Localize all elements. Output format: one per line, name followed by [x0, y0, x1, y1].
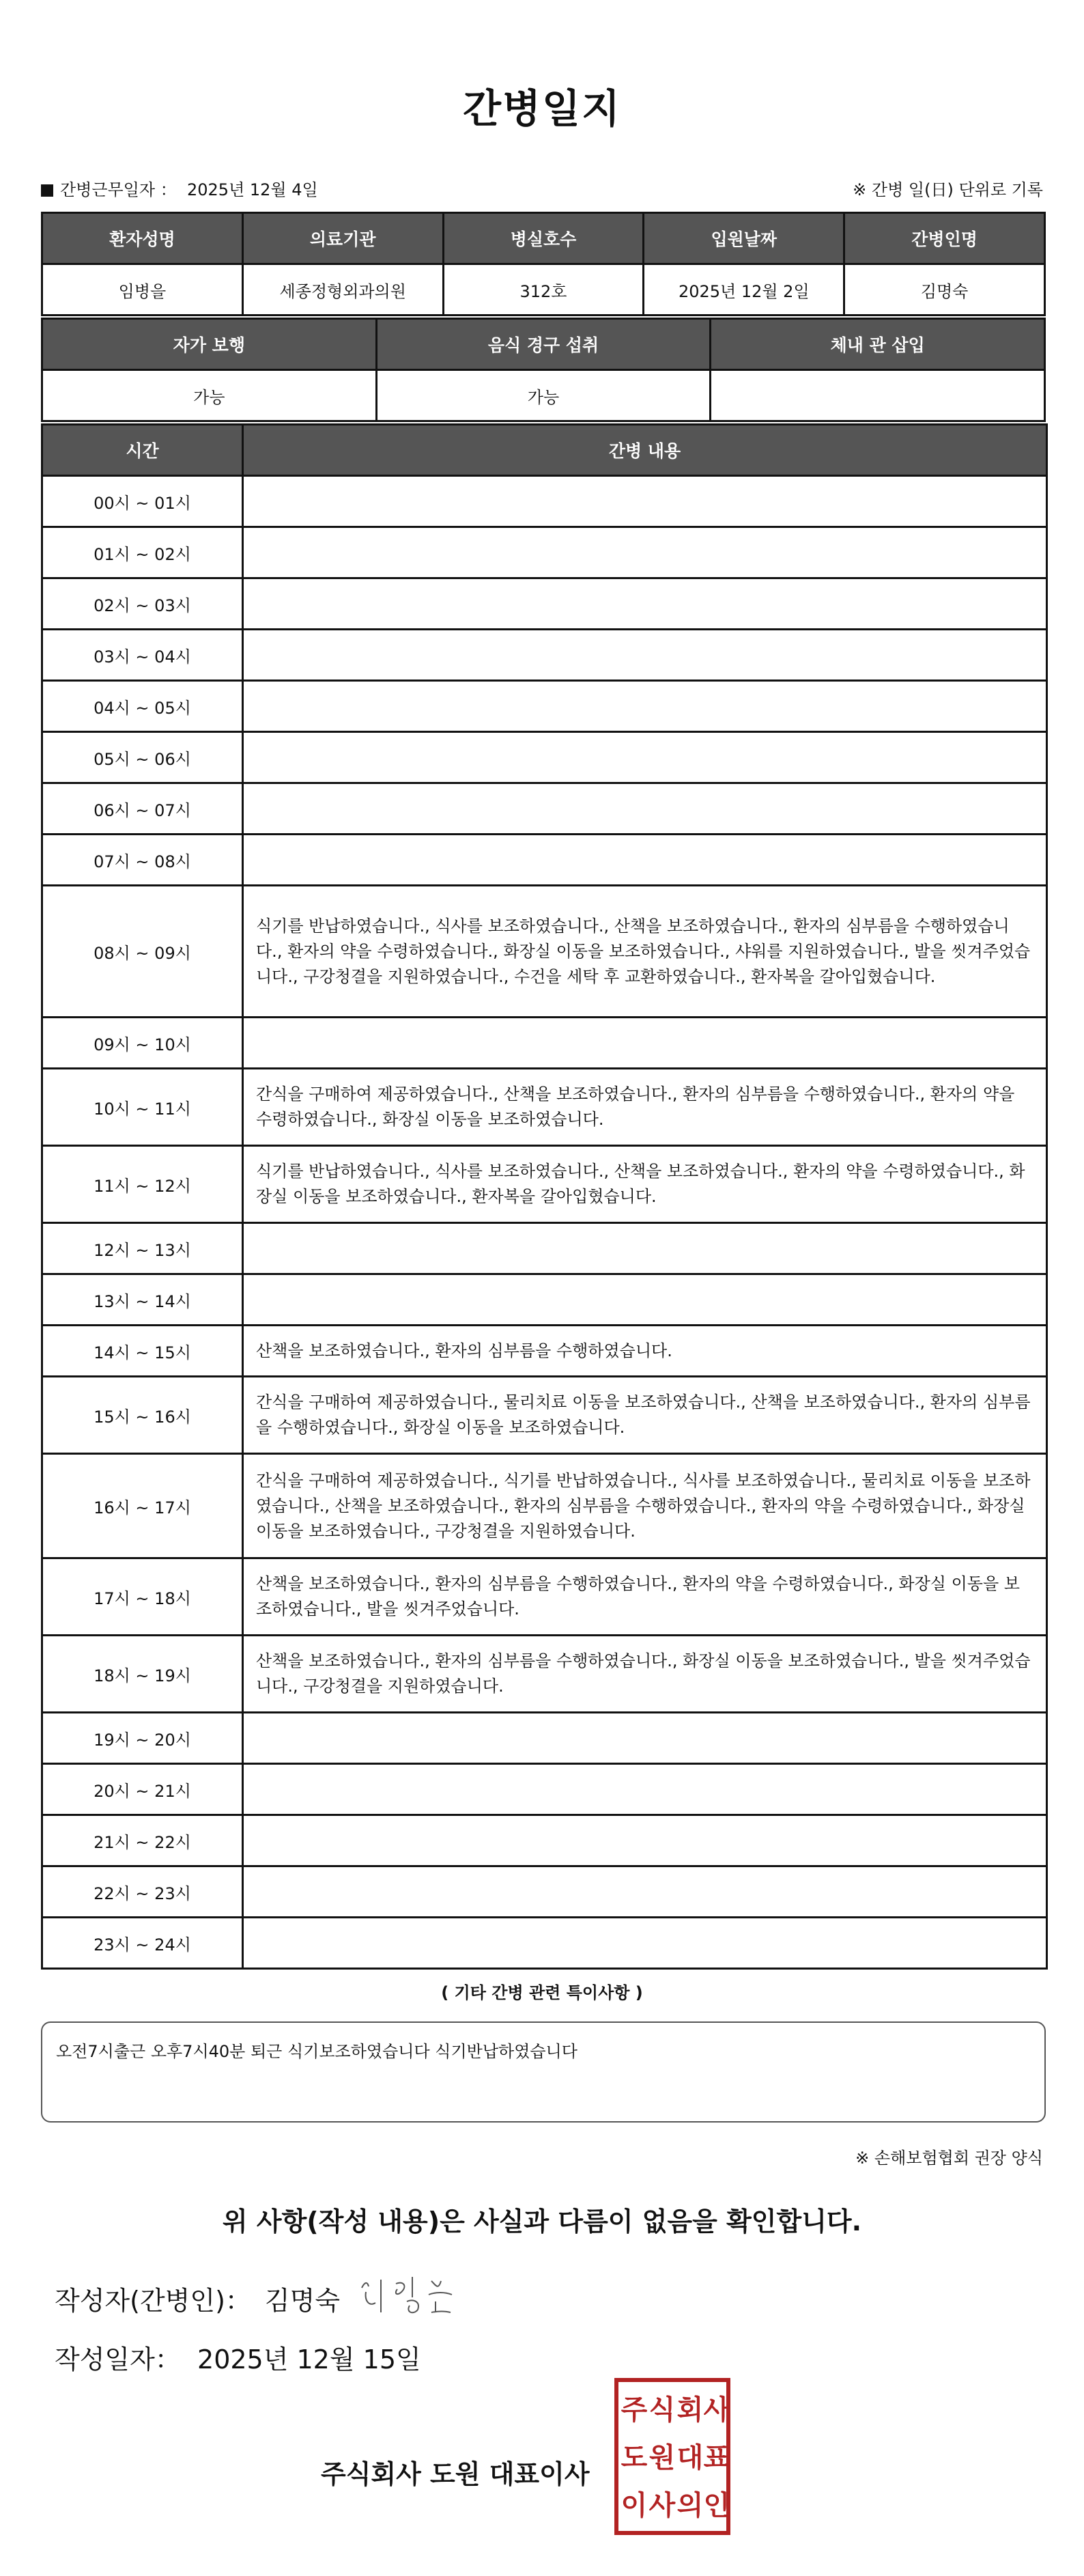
row-content: 산책을 보조하였습니다., 환자의 심부름을 수행하였습니다., 화장실 이동을 보조하였습니다., 발을 씻겨주었습니다., 구강청결을 지원하였습니다. [243, 1636, 1047, 1713]
table-row [42, 1018, 1047, 1069]
row-time: 17시 ~ 18시 [42, 1558, 243, 1636]
svg-text:대: 대 [676, 2442, 704, 2474]
table-row [42, 1866, 1047, 1918]
source-note: ※ 손해보험협회 권장 양식 [855, 2148, 1043, 2168]
row-time: 23시 ~ 24시 [42, 1918, 243, 1969]
svg-text:회: 회 [676, 2394, 704, 2426]
svg-text:원: 원 [648, 2442, 676, 2474]
tube-value [711, 370, 1045, 421]
work-date-label: 간병근무일자 ： [60, 180, 177, 199]
table-row [42, 1815, 1047, 1866]
table-row [42, 476, 1047, 527]
row-content [243, 578, 1047, 630]
ability-header-row [42, 319, 1045, 370]
patient-info-table [41, 212, 1046, 316]
row-time: 04시 ~ 05시 [42, 681, 243, 732]
row-time: 19시 ~ 20시 [42, 1713, 243, 1764]
svg-text:식: 식 [648, 2394, 676, 2426]
writer-name: 김명숙 [264, 2286, 341, 2316]
patient-info-header-row [42, 213, 1045, 264]
row-time: 05시 ~ 06시 [42, 732, 243, 783]
row-content [243, 783, 1047, 835]
patient-ability-table [41, 318, 1046, 422]
handwritten-signature-icon [355, 2267, 464, 2322]
header-room: 병실호수 [443, 213, 644, 264]
page-title: 간병일지 [462, 85, 622, 132]
row-content [243, 527, 1047, 578]
row-content: 산책을 보조하였습니다., 환자의 심부름을 수행하였습니다., 환자의 약을 수령하였습니다., 화장실 이동을 보조하였습니다., 발을 씻겨주었습니다. [243, 1558, 1047, 1636]
table-row [42, 1713, 1047, 1764]
row-time: 11시 ~ 12시 [42, 1146, 243, 1223]
row-content [243, 1274, 1047, 1326]
row-time: 18시 ~ 19시 [42, 1636, 243, 1713]
table-row [42, 1454, 1047, 1558]
row-content [243, 681, 1047, 732]
remarks-title: ( 기타 간병 관련 특이사항 ) [441, 1983, 643, 2002]
square-bullet-icon [41, 184, 53, 197]
table-row [42, 1069, 1047, 1146]
company-seal-icon [614, 2378, 730, 2535]
walking-value: 가능 [42, 370, 377, 421]
row-content: 간식을 구매하여 제공하였습니다., 산책을 보조하였습니다., 환자의 심부름을 수행하였습니다., 환자의 약을 수령하였습니다., 화장실 이동을 보조하였습니다. [243, 1069, 1047, 1146]
confirmation-statement: 위 사항(작성 내용)은 사실과 다름이 없음을 확인합니다. [222, 2207, 862, 2237]
patient-name: 임병을 [42, 264, 243, 316]
row-content: 식기를 반납하였습니다., 식사를 보조하였습니다., 산책을 보조하였습니다., 환자의 약을 수령하였습니다., 화장실 이동을 보조하였습니다., 환자복을 갈아입혔습니다. [243, 1146, 1047, 1223]
patient-info-value-row [42, 264, 1045, 316]
header-walking: 자가 보행 [42, 319, 377, 370]
company-representative: 주식회사 도원 대표이사 [321, 2459, 590, 2489]
ability-value-row [42, 370, 1045, 421]
row-time: 13시 ~ 14시 [42, 1274, 243, 1326]
table-row [42, 1146, 1047, 1223]
table-row [42, 1326, 1047, 1377]
row-time: 09시 ~ 10시 [42, 1018, 243, 1069]
remarks-box: 오전7시출근 오후7시40분 퇴근 식기보조하였습니다 식기반납하였습니다 [41, 2021, 1046, 2123]
header-patient-name: 환자성명 [42, 213, 243, 264]
oral-intake-value: 가능 [376, 370, 711, 421]
written-date-label: 작성일자： [55, 2344, 181, 2375]
row-content: 산책을 보조하였습니다., 환자의 심부름을 수행하였습니다. [243, 1326, 1047, 1377]
row-content [243, 1918, 1047, 1969]
written-date: 2025년 12월 15일 [197, 2344, 421, 2375]
unit-note: ※ 간병 일(日) 단위로 기록 [853, 180, 1043, 199]
row-content [243, 732, 1047, 783]
header-tube: 체내 관 삽입 [711, 319, 1045, 370]
row-content [243, 1713, 1047, 1764]
table-row [42, 1223, 1047, 1274]
table-row [42, 835, 1047, 886]
table-row [42, 681, 1047, 732]
row-time: 07시 ~ 08시 [42, 835, 243, 886]
room-number: 312호 [443, 264, 644, 316]
header-care-content: 간병 내용 [243, 425, 1047, 476]
row-content [243, 1764, 1047, 1815]
svg-text:주: 주 [621, 2394, 648, 2426]
row-content [243, 1018, 1047, 1069]
table-row [42, 527, 1047, 578]
table-row [42, 1274, 1047, 1326]
row-time: 01시 ~ 02시 [42, 527, 243, 578]
row-content: 식기를 반납하였습니다., 식사를 보조하였습니다., 산책을 보조하였습니다., 환자의 심부름을 수행하였습니다., 환자의 약을 수령하였습니다., 화장실 이동을 보조하였습니다., 샤워를 지원하였습니다., 발을 씻겨주었습니다., 구강청결을 지원하였습니다., 수건을 세탁 후 교환하였습니다., 환자복을 갈아입혔습니다. [243, 886, 1047, 1018]
row-time: 16시 ~ 17시 [42, 1454, 243, 1558]
row-time: 22시 ~ 23시 [42, 1866, 243, 1918]
row-time: 12시 ~ 13시 [42, 1223, 243, 1274]
svg-text:도: 도 [621, 2442, 648, 2474]
row-content [243, 835, 1047, 886]
header-oral-intake: 음식 경구 섭취 [376, 319, 711, 370]
row-content [243, 1223, 1047, 1274]
work-date-value: 2025년 12월 4일 [187, 180, 318, 199]
caregiver-name: 김명숙 [844, 264, 1045, 316]
row-time: 00시 ~ 01시 [42, 476, 243, 527]
table-row [42, 1918, 1047, 1969]
table-row [42, 1636, 1047, 1713]
header-institution: 의료기관 [242, 213, 443, 264]
row-time: 15시 ~ 16시 [42, 1377, 243, 1454]
row-time: 14시 ~ 15시 [42, 1326, 243, 1377]
writer-line [55, 2280, 340, 2317]
row-content: 간식을 구매하여 제공하였습니다., 식기를 반납하였습니다., 식사를 보조하였습니다., 물리치료 이동을 보조하였습니다., 산책을 보조하였습니다., 환자의 심부름을 수행하였습니다., 환자의 약을 수령하였습니다., 화장실 이동을 보조하였습니다., 구강청결을 지원하였습니다. [243, 1454, 1047, 1558]
svg-text:사: 사 [703, 2394, 730, 2426]
svg-text:사: 사 [648, 2490, 676, 2521]
row-time: 20시 ~ 21시 [42, 1764, 243, 1815]
care-log-table [41, 423, 1048, 1970]
table-row [42, 1377, 1047, 1454]
table-row [42, 886, 1047, 1018]
table-row [42, 578, 1047, 630]
svg-text:표: 표 [703, 2442, 730, 2474]
institution: 세종정형외과의원 [242, 264, 443, 316]
row-content: 간식을 구매하여 제공하였습니다., 물리치료 이동을 보조하였습니다., 산책을 보조하였습니다., 환자의 심부름을 수행하였습니다., 화장실 이동을 보조하였습니다. [243, 1377, 1047, 1454]
header-caregiver: 간병인명 [844, 213, 1045, 264]
header-admission-date: 입원날짜 [644, 213, 844, 264]
written-date-line [55, 2338, 421, 2376]
table-row [42, 1558, 1047, 1636]
row-time: 06시 ~ 07시 [42, 783, 243, 835]
row-content [243, 1866, 1047, 1918]
admission-date: 2025년 12월 2일 [644, 264, 844, 316]
row-content [243, 630, 1047, 681]
row-time: 02시 ~ 03시 [42, 578, 243, 630]
table-row [42, 732, 1047, 783]
care-log-header-row [42, 425, 1047, 476]
table-row [42, 630, 1047, 681]
row-content [243, 476, 1047, 527]
writer-label: 작성자(간병인)： [55, 2286, 251, 2316]
svg-text:이: 이 [621, 2490, 648, 2521]
svg-text:인: 인 [703, 2490, 730, 2521]
row-time: 21시 ~ 22시 [42, 1815, 243, 1866]
work-date [41, 176, 318, 200]
row-time: 10시 ~ 11시 [42, 1069, 243, 1146]
table-row [42, 783, 1047, 835]
row-time: 03시 ~ 04시 [42, 630, 243, 681]
svg-text:의: 의 [676, 2490, 704, 2521]
row-content [243, 1815, 1047, 1866]
header-time: 시간 [42, 425, 243, 476]
row-time: 08시 ~ 09시 [42, 886, 243, 1018]
table-row [42, 1764, 1047, 1815]
